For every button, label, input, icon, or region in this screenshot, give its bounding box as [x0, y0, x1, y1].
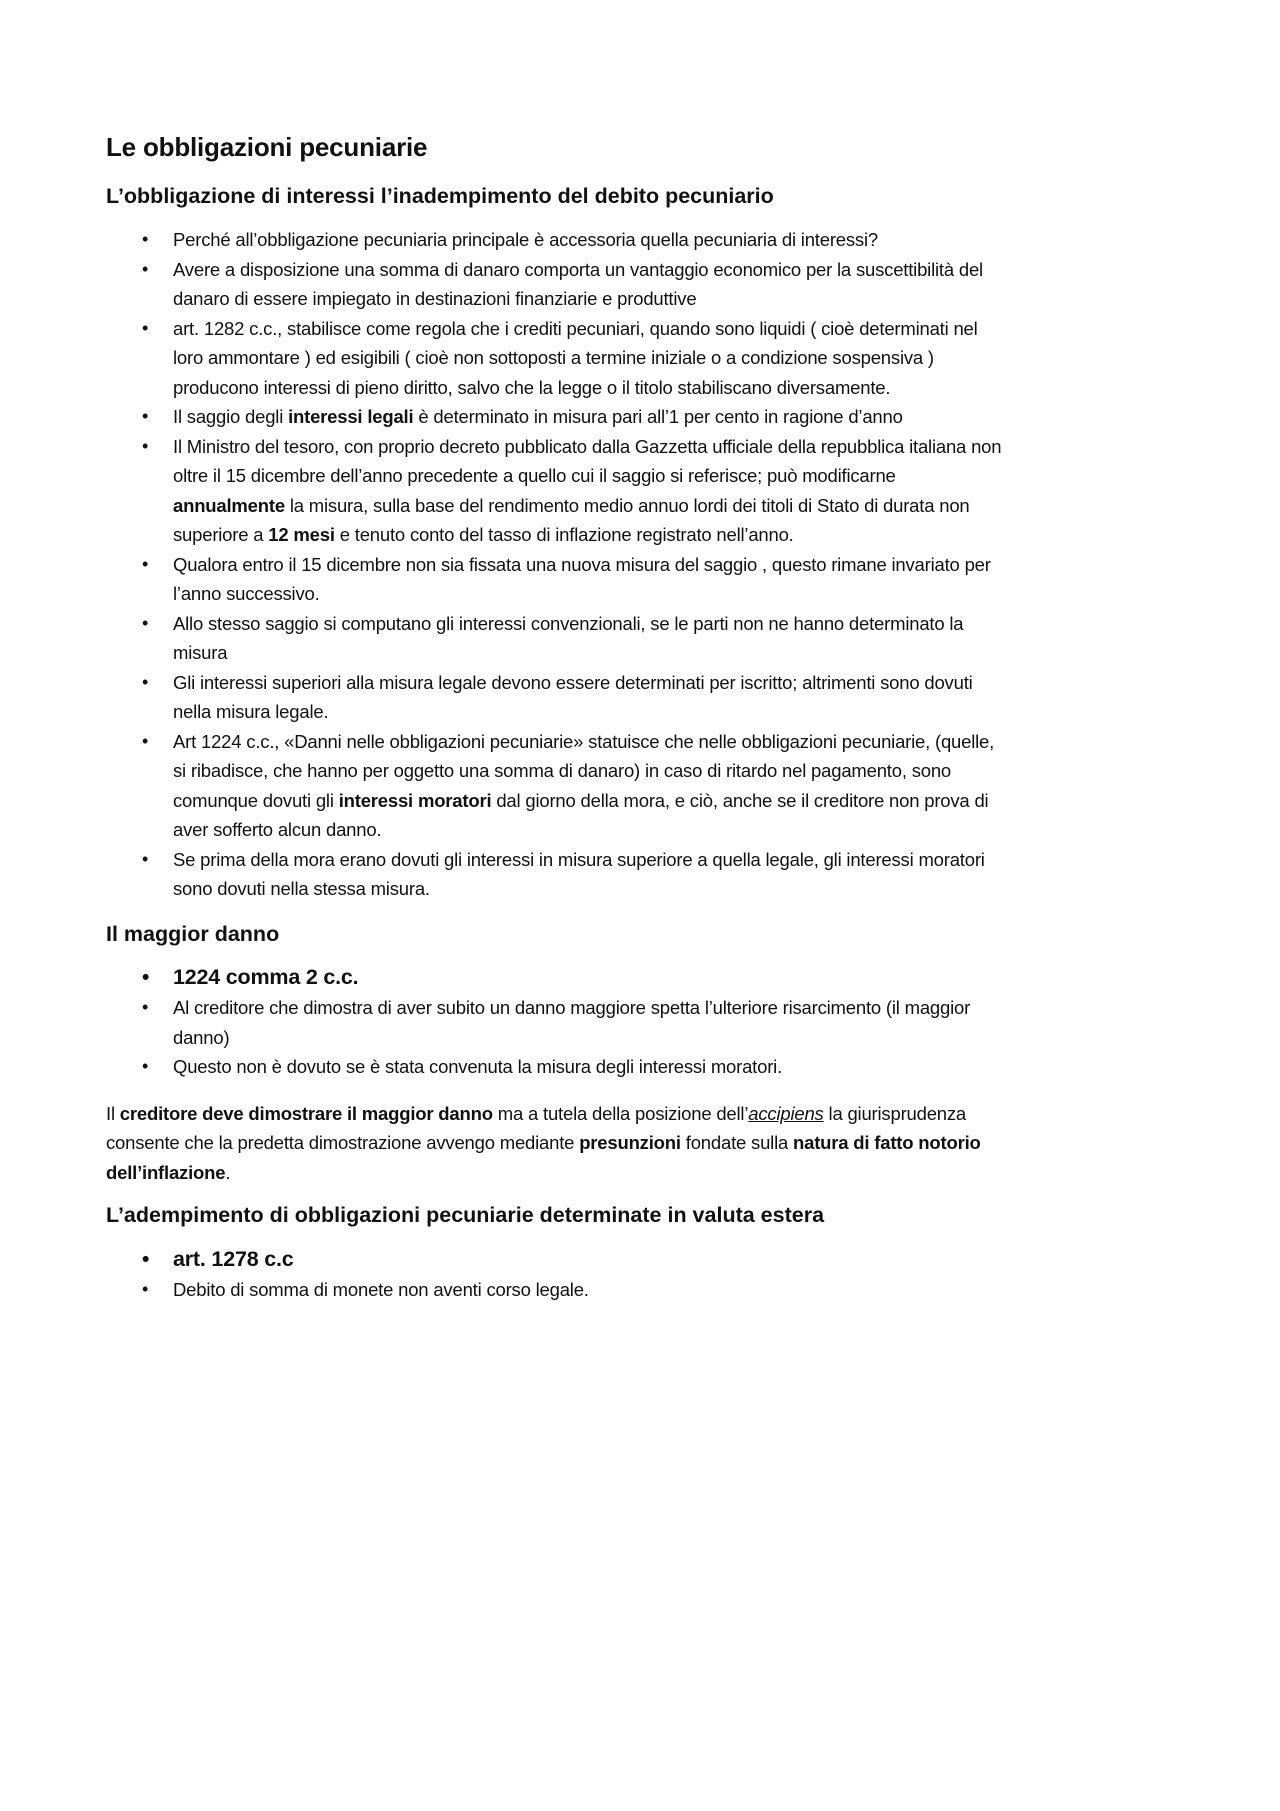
bold-term: natura di fatto notorio dell’inflazione: [106, 1132, 981, 1183]
list-item: • Qualora entro il 15 dicembre non sia fissata una nuova misura del saggio , questo rimane invariato per l’anno successivo.: [106, 550, 1006, 609]
bullet-icon: •: [142, 1056, 149, 1077]
list-item: • Il Ministro del tesoro, con proprio decreto pubblicato dalla Gazzetta ufficiale della repubblica italiana non oltre il 15 dicembre dell’anno precedente a quello cui il saggio si referisce; può modificarne annualmente la misura, sulla base del rendimento medio annuo lordi dei titoli di Stato di durata non superiore a 12 mesi e tenuto conto del tasso di inflazione registrato nell’anno.: [106, 432, 1006, 550]
list-item: • Avere a disposizione una somma di danaro comporta un vantaggio economico per la suscettibilità del danaro di essere impiegato in destinazioni finanziarie e produttive: [106, 255, 1006, 314]
bullet-icon: •: [142, 317, 149, 338]
bold-term: interessi moratori: [338, 789, 492, 811]
bullet-icon: •: [142, 848, 149, 869]
section-interessi-list: [106, 225, 1006, 904]
bold-term: creditore deve dimostrare il maggior danno: [119, 1102, 493, 1124]
section-heading-maggior-danno: Il maggior danno: [106, 921, 280, 946]
bullet-icon: •: [142, 997, 149, 1018]
list-item: • Al creditore che dimostra di aver subito un danno maggiore spetta l’ulteriore risarcimento (il maggior danno): [106, 993, 1006, 1052]
list-item: • Debito di somma di monete non aventi corso legale.: [106, 1275, 1006, 1305]
bold-term: presunzioni: [579, 1132, 681, 1154]
bullet-icon: •: [142, 553, 149, 574]
list-item: • Allo stesso saggio si computano gli interessi convenzionali, se le parti non ne hanno determinato la misura: [106, 609, 1006, 668]
bullet-icon: •: [142, 966, 150, 990]
list-item: • Art 1224 c.c., «Danni nelle obbligazioni pecuniarie» statuisce che nelle obbligazioni pecuniarie, (quelle, si ribadisce, che hanno per oggetto una somma di danaro) in caso di ritardo nel pagamento, sono comunque dovuti gli interessi moratori dal giorno della mora, e ciò, anche se il creditore non prova di aver sofferto alcun danno.: [106, 727, 1006, 845]
section-heading-valuta-estera: L’adempimento di obbligazioni pecuniarie determinate in valuta estera: [106, 1203, 825, 1228]
bullet-icon: •: [142, 671, 149, 692]
section-valuta-estera-list: [106, 1244, 1006, 1305]
italic-term: accipiens: [748, 1102, 824, 1124]
bullet-icon: •: [142, 1279, 149, 1300]
list-item: • art. 1282 c.c., stabilisce come regola che i crediti pecuniari, quando sono liquidi ( cioè determinati nel loro ammontare ) ed esigibili ( cioè non sottoposti a termine iniziale o a condizione sospensiva ) producono interessi di pieno diritto, salvo che la legge o il titolo stabiliscano diversamente.: [106, 314, 1006, 403]
bullet-icon: •: [142, 1248, 150, 1272]
maggior-danno-paragraph: Il creditore deve dimostrare il maggior danno ma a tutela della posizione dell’accipiens la giurisprudenza consente che la predetta dimostrazione avvengo mediante presunzioni fondate sulla natura di fatto notorio dell’inflazione.: [106, 1102, 981, 1183]
bold-term: 12 mesi: [268, 524, 335, 546]
section-heading-interessi: L’obbligazione di interessi l’inadempimento del debito pecuniario: [106, 184, 774, 209]
bullet-icon: •: [142, 435, 149, 456]
list-item: • Il saggio degli interessi legali è determinato in misura pari all’1 per cento in ragione d’anno: [106, 402, 1006, 432]
document-page: [106, 132, 1006, 1322]
section-maggior-danno-list: [106, 962, 1006, 1082]
list-item: • Questo non è dovuto se è stata convenuta la misura degli interessi moratori.: [106, 1052, 1006, 1082]
bullet-icon: •: [142, 229, 149, 250]
bold-term: interessi legali: [288, 406, 414, 428]
list-item: • Gli interessi superiori alla misura legale devono essere determinati per iscritto; altrimenti sono dovuti nella misura legale.: [106, 668, 1006, 727]
list-item: • Perché all’obbligazione pecuniaria principale è accessoria quella pecuniaria di interessi?: [106, 225, 1006, 255]
bullet-icon: •: [142, 406, 149, 427]
document-title: Le obbligazioni pecuniarie: [106, 132, 428, 162]
bullet-icon: •: [142, 612, 149, 633]
list-item: • art. 1278 c.c: [106, 1244, 1006, 1275]
bullet-icon: •: [142, 258, 149, 279]
bold-term: annualmente: [173, 494, 285, 516]
bullet-icon: •: [142, 730, 149, 751]
list-item: • 1224 comma 2 c.c.: [106, 962, 1006, 993]
list-item: • Se prima della mora erano dovuti gli interessi in misura superiore a quella legale, gli interessi moratori sono dovuti nella stessa misura.: [106, 845, 1006, 904]
